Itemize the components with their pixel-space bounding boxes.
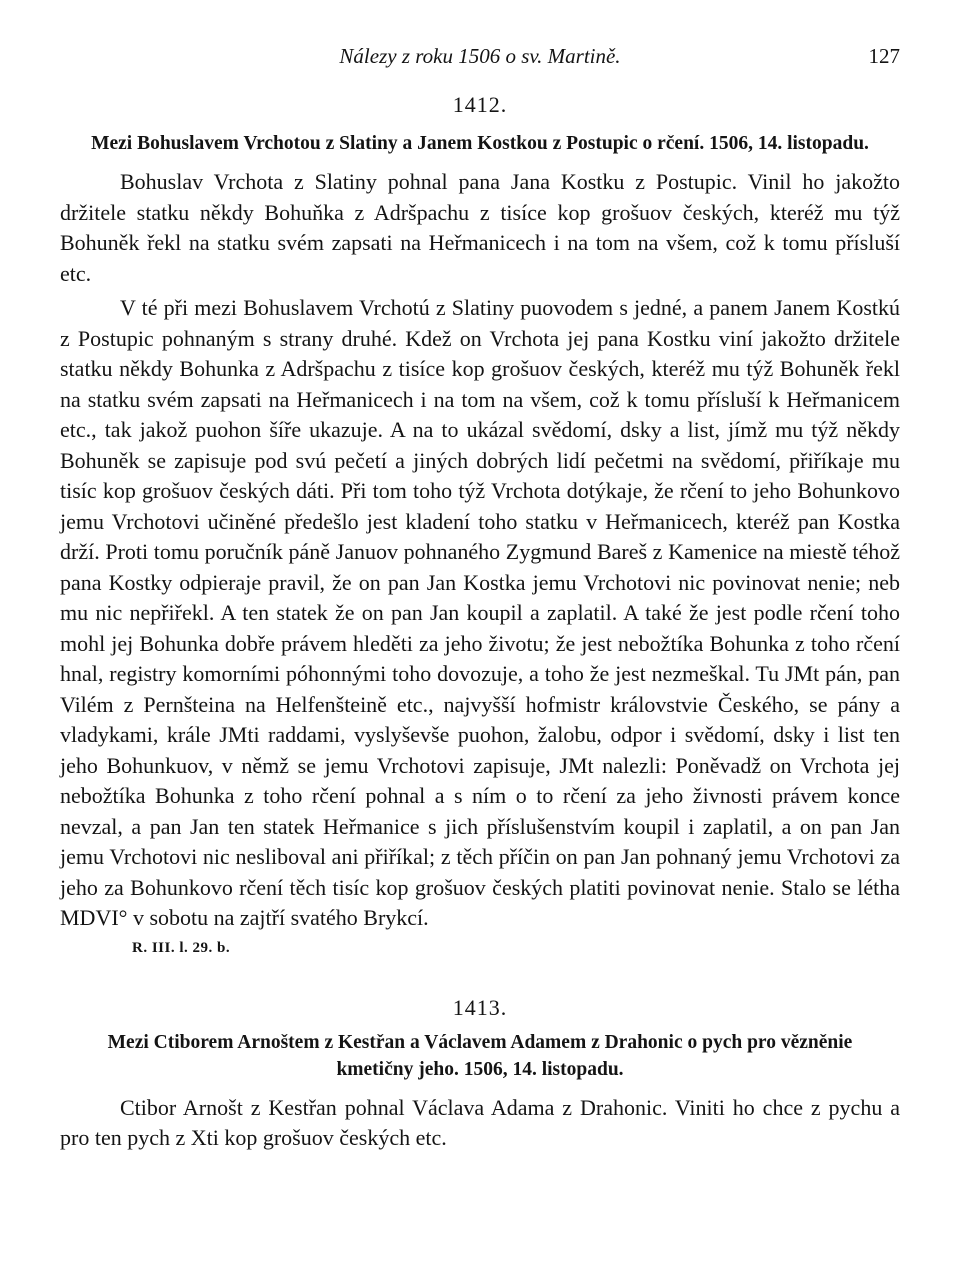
- body-paragraph: V té při mezi Bohuslavem Vrchotú z Slatiny puovodem s jedné, a panem Janem Kostkú z Postupic pohnaným s strany druhé. Kdež on Vrchota jej pana Kostku viní jakožto držitele statku někdy Bohunka z Adršpachu z tisíce kop grošuov českých, kteréž mu týž Bohuněk řekl na statku svém zapsati na Heřmanicech i na tom na všem, což k tomu přísluší k Heřmanicem etc., tak jakož puohon šíře ukazuje. A na to ukázal svědomí, dsky a list, jímž mu týž někdy Bohuněk se zapisuje pod svú pečetí a jiných dobrých lidí pečetmi na svědomí, přiříkaje mu tisíc kop grošuov českých dáti. Při tom toho týž Vrchota dotýkaje, že rčení to jeho Bohunkovo jemu Vrchotovi učiněné předešlo jest kladení toho statku v Heřmanicech, kteréž pan Kostka drží. Proti tomu poručník páně Januov pohnaného Zygmund Bareš z Kamenice na miestě téhož pana Kostky odpieraje pravil, že on pan Jan Kostka jemu Vrchotovi nic povinovat nenie; neb mu nic nepřiřekl. A ten statek že on pan Jan koupil a zaplatil. A také že jest podle rčení toho mohl jej Bohunka dobře právem hleděti za jeho životu; že jest nebožtíka Bohunka z toho rčení hnal, registry komorními póhonnými toho dovozuje, a toho že jest nezmeškal. Tu JMt pán, pan Vilém z Pernšteina na Helfenšteině etc., najvyšší hofmistr královstvie Českého, se pány a vladykami, krále JMti raddami, vyslyševše puohon, žalobu, odpor i svědomí, dsky i list ten jeho Bohunkuov, v němž se jemu Vrchotovi zapisuje, JMt nalezli: Poněvadž on Vrchota jej nebožtíka Bohunka z toho rčení pohnal a s ním o to rčení za jeho živnosti právem konce nevzal, a pan Jan ten statek Heřmanice s jich příslušenstvím koupil i zaplatil, a on pan Jan jemu Vrchotovi nic nesliboval ani přiříkal; z těch příčin on pan Jan pohnaný jemu Vrchotovi za jeho za Bohunkovo rčení těch tisíc kop grošuov českých platiti povinovat nenie. Stalo se létha MDVI° v sobotu na zajtří svatého Brykcí.: [60, 295, 900, 930]
- running-title: Nálezy z roku 1506 o sv. Martině.: [339, 44, 621, 68]
- body-paragraph: Ctibor Arnošt z Kestřan pohnal Václava Adama z Drahonic. Viniti ho chce z pychu a pro ten pych z Xti kop grošuov českých etc.: [60, 1094, 900, 1150]
- document-page: [60, 40, 900, 1154]
- entry-number: 1412.: [452, 92, 508, 117]
- entry-summary: Mezi Bohuslavem Vrchotou z Slatiny a Janem Kostkou z Postupic o rčení. 1506, 14. listopadu.: [91, 133, 869, 154]
- entry-summary: Mezi Ctiborem Arnoštem z Kestřan a Václavem Adamem z Drahonic o pych pro vězněnie kmetičny jeho. 1506, 14. listopadu.: [107, 1031, 853, 1080]
- entry-1413: [60, 995, 900, 1154]
- page-header: [60, 40, 900, 80]
- page-number: 127: [868, 44, 900, 68]
- entry-number: 1413.: [452, 994, 508, 1020]
- body-paragraph: Bohuslav Vrchota z Slatiny pohnal pana Jana Kostku z Postupic. Vinil ho jakožto držitele statku někdy Bohuňka z Adršpachu z tisíce kop grošuov českých, kteréž mu týž Bohuněk řekl na statku svém zapsati na Heřmanicech i na tom na všem, což k tomu přísluší etc.: [60, 169, 900, 286]
- source-citation: R. III. l. 29. b.: [132, 939, 231, 956]
- entry-1412: [60, 92, 900, 957]
